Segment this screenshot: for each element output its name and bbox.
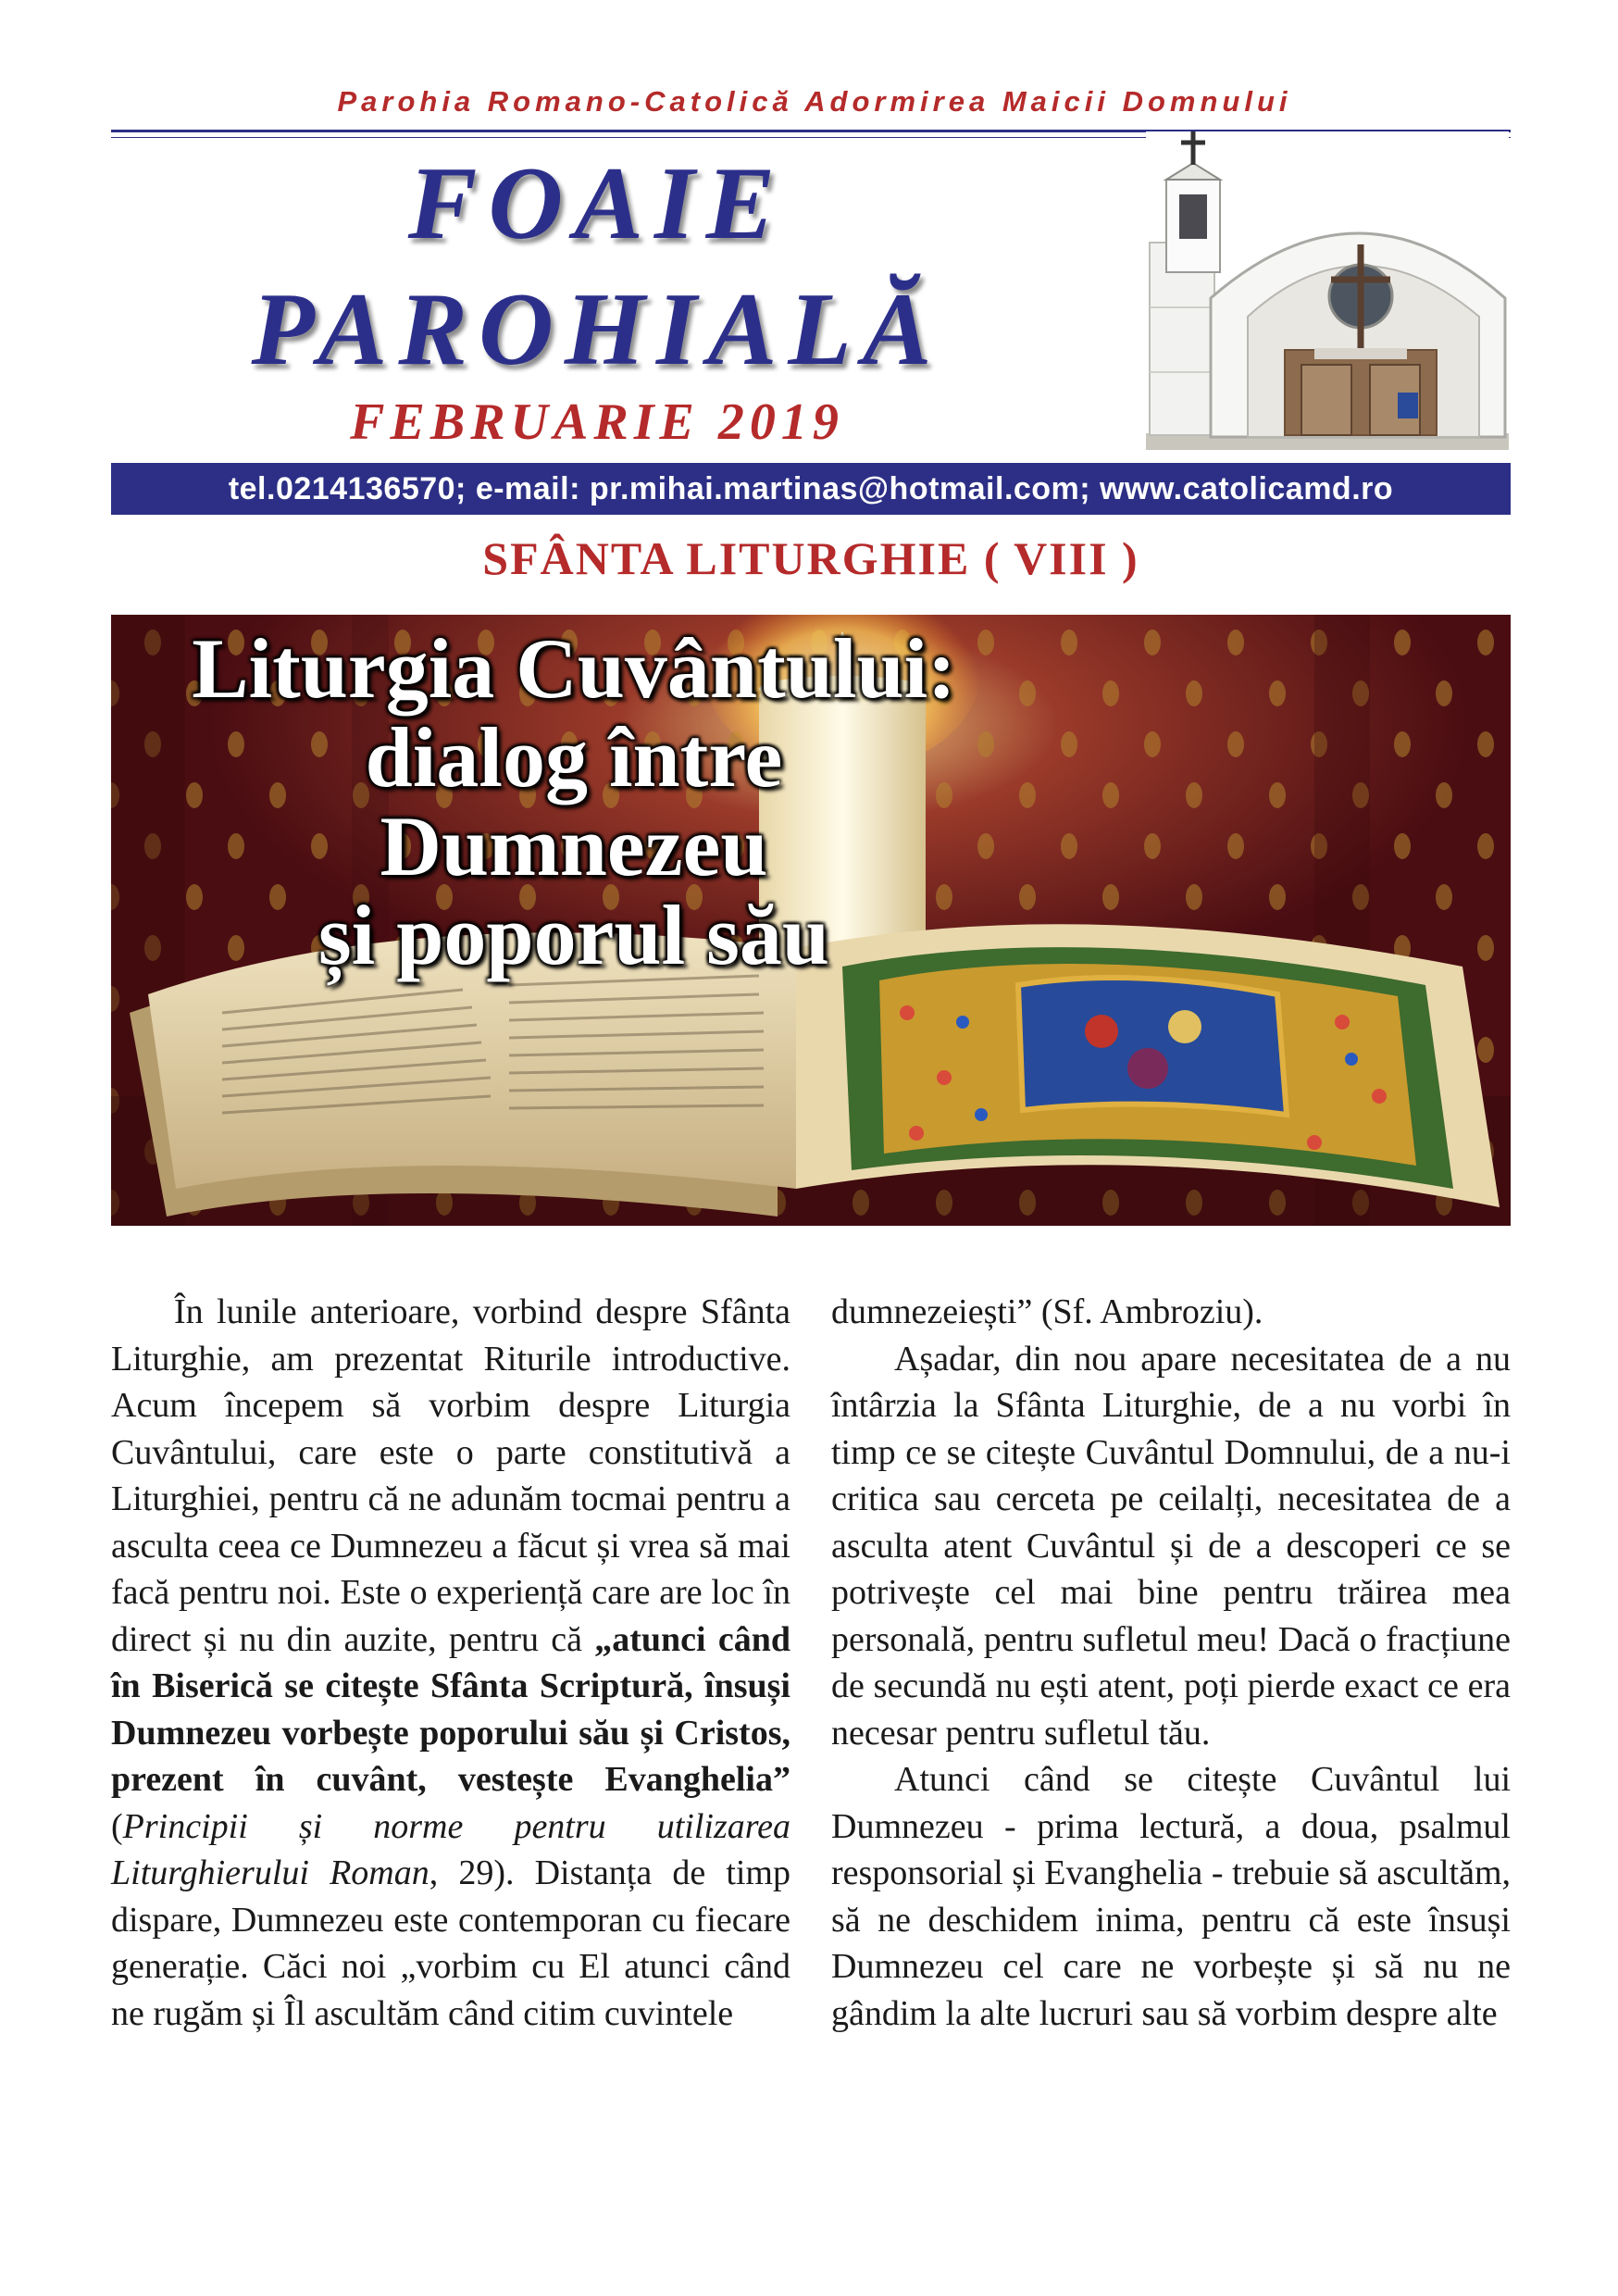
article-column-left: [111, 1289, 790, 2037]
article-paragraph: Așadar, din nou apare necesitatea de a nu întârzia la Sfânta Liturghie, de a nu vorbi în timp ce se citește Cuvântul Domnului, de a nu-i critica sau cerceta pe ceilalți, necesitatea de a asculta atent Cuvântul și de a descoperi ce se potrivește cel mai bine pentru trăirea mea personală, pentru sufletul meu! Dacă o fracțiune de secundă nu ești atent, poți pierde exact ce era necesar pentru sufletul tău.: [831, 1339, 1511, 1753]
masthead-title-line2: PAROHIALĂ: [251, 272, 943, 387]
section-title: SFÂNTA LITURGHIE ( VIII ): [482, 532, 1139, 584]
hero-headline-line3: Dumnezeu: [380, 799, 768, 893]
hero-headline-line4: și poporul său: [317, 888, 830, 982]
hero-headline-line2: dialog între: [365, 710, 783, 805]
issue-month: FEBRUARIE 2019: [350, 393, 844, 451]
paragraph-text-end: , 29). Distanța de timp dispare, Dumnezeu este contemporan cu fiecare generație. Căci noi „vorbim cu El atunci când ne rugăm și Îl ascultăm când citim cuvintele: [111, 1853, 790, 2033]
paragraph-text: În lunile anterioare, vorbind despre Sfânta Liturghie, am prezentat Riturile introductive. Acum începem să vorbim despre Liturgia Cuvântului, care este o parte constitutivă a Liturghiei, pentru că ne adunăm tocmai pentru a asculta ceea ce Dumnezeu a făcut și vrea să mai facă pentru noi. Este o experiență care are loc în direct și nu din auzite, pentru că: [111, 1292, 790, 1659]
article-paragraph: [111, 1289, 790, 2037]
masthead-title-line1: FOAIE: [407, 146, 787, 261]
church-photo: [1146, 131, 1509, 450]
citation-title: Principii și norme pentru utilizarea Liturghierului Roman: [111, 1806, 790, 1892]
quoted-text: „atunci când în Biserică se citește Sfânta Scriptură, însuși Dumnezeu vorbește poporului său și Cristos, prezent în cuvânt, vestește Evanghelia”: [111, 1619, 790, 1799]
hero-headline: [111, 621, 1037, 982]
citation-open: (: [111, 1806, 123, 1846]
hero-image: [111, 615, 1511, 1226]
parish-name: Parohia Romano-Catolică Adormirea Maicii Domnului: [337, 85, 1292, 118]
article-paragraph: dumnezeiești” (Sf. Ambroziu).: [831, 1292, 1263, 1331]
article-column-right: [831, 1289, 1511, 2037]
contact-bar: tel.0214136570; e-mail: pr.mihai.martinas@hotmail.com; www.catolicamd.ro: [111, 463, 1511, 515]
hero-headline-line1: Liturgia Cuvântului:: [192, 621, 956, 716]
article-paragraph: Atunci când se citește Cuvântul lui Dumnezeu - prima lectură, a doua, psalmul responsorial și Evanghelia - trebuie să ascultăm, să ne deschidem inima, pentru că este însuși Dumnezeu cel care ne vorbește și să nu ne gândim la alte lucruri sau să vorbim despre alte: [831, 1760, 1511, 2033]
